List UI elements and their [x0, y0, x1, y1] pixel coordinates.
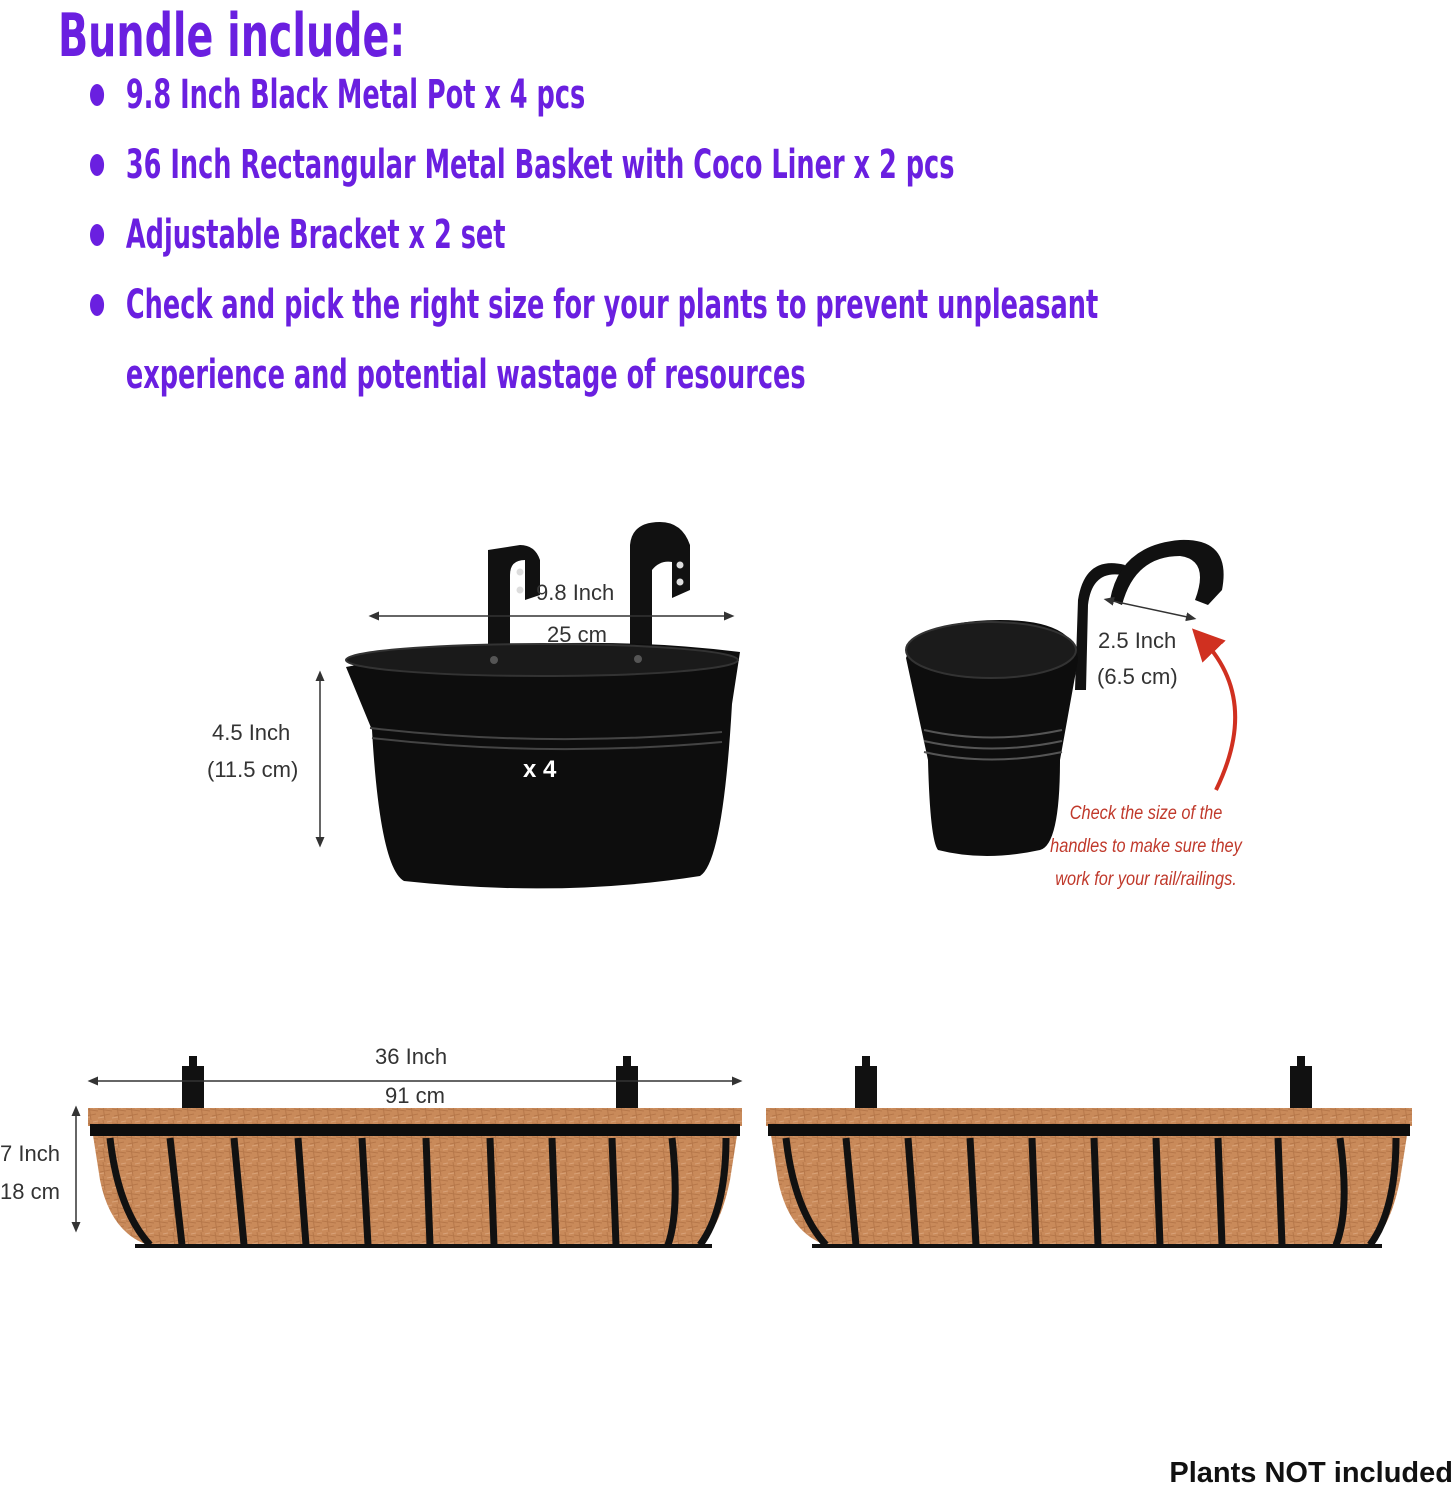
right-basket-image	[766, 1056, 1412, 1248]
bundle-heading: Bundle include:	[58, 1, 406, 71]
pot-width-cm-label: 25 cm	[547, 622, 607, 647]
basket-height-cm-label: 18 cm	[0, 1179, 60, 1204]
bundle-item: Check and pick the right size for your plants to prevent unpleasant experience and potential wastage of resources	[90, 270, 1178, 410]
handle-width-arrow	[1108, 600, 1192, 618]
handle-width-cm-label: (6.5 cm)	[1097, 664, 1178, 689]
pot-width-inch-label: 9.8 Inch	[536, 580, 615, 605]
red-curved-arrow	[1203, 640, 1235, 790]
bundle-item: Adjustable Bracket x 2 set	[90, 200, 1178, 270]
front-pot-image	[346, 522, 740, 888]
bundle-item: 9.8 Inch Black Metal Pot x 4 pcs	[90, 60, 1178, 130]
basket-height-inch-label: 7 Inch	[0, 1141, 60, 1166]
handle-width-inch-label: 2.5 Inch	[1098, 628, 1177, 653]
basket-width-cm-label: 91 cm	[385, 1083, 445, 1108]
pot-height-cm-label: (11.5 cm)	[207, 757, 299, 782]
handle-size-note: Check the size of the handles to make sure they work for your rail/railings.	[1050, 803, 1242, 890]
plants-not-included-note: Plants NOT included	[1169, 1457, 1453, 1489]
quantity-label: x 4	[523, 756, 557, 783]
bundle-item: 36 Inch Rectangular Metal Basket with Coco Liner x 2 pcs	[90, 130, 1178, 200]
basket-width-inch-label: 36 Inch	[375, 1044, 448, 1069]
pot-height-inch-label: 4.5 Inch	[212, 720, 291, 745]
